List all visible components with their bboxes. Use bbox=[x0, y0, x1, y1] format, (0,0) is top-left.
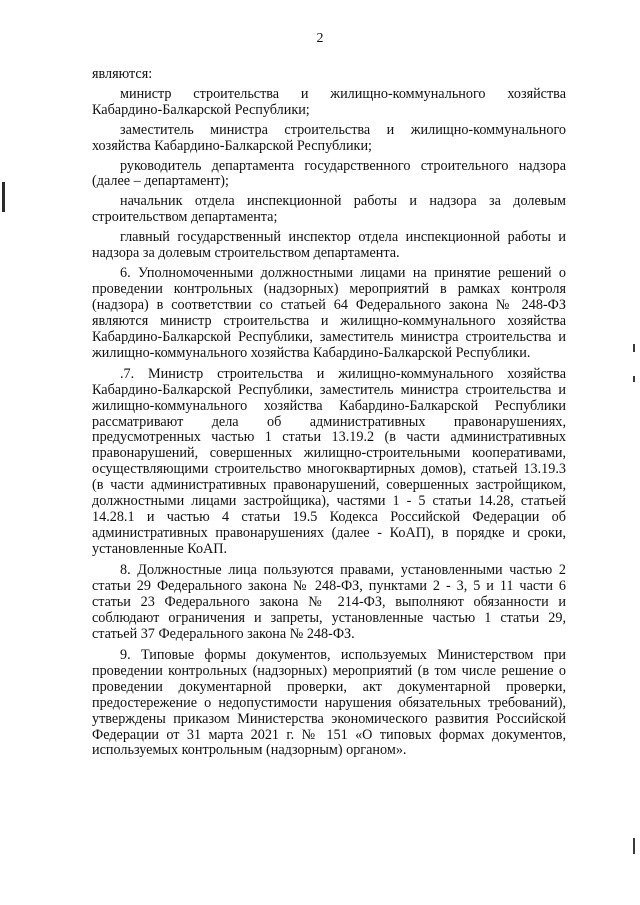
paragraph-intro: являются: bbox=[92, 66, 153, 82]
list-item-division-head: начальник отдела инспекционной работы и надзора за долевым строительством департамента; bbox=[92, 193, 566, 226]
document-body bbox=[92, 67, 566, 765]
right-margin-mark bbox=[633, 838, 635, 854]
list-item-chief-inspector: главный государственный инспектор отдела инспекционной работы и надзора за долевым строительством департамента. bbox=[92, 229, 566, 262]
list-item-deputy-minister: заместитель министра строительства и жилищно-коммунального хозяйства Кабардино-Балкарской Республики; bbox=[92, 121, 566, 154]
paragraph-8: 8. Должностные лица пользуются правами, установленными частью 2 статьи 29 Федерального закона № 248-ФЗ, пунктами 2 - 3, 5 и 11 части 6 статьи 23 Федерального закона № 214-ФЗ, выполняют обязанности и соблюдают ограничения и запреты, установленные частью 1 статьи 29, статьей 37 Федерального закона № 248-ФЗ. bbox=[92, 562, 566, 642]
paragraph-7: .7. Министр строительства и жилищно-коммунального хозяйства Кабардино-Балкарской Республики, заместитель министра строительства и жилищно-коммунального хозяйства Кабардино-Балкарской Республики рассматривают дела об административных правонарушениях, предусмотренных частью 1 статьи 13.19.2 (в части административных правонарушений, совершенных жилищно-строительными кооперативами, осуществляющими строительство многоквартирных домов), статьей 13.19.3 (в части административных правонарушений, совершенных застройщиком, должностными лицами застройщика), частями 1 - 5 статьи 14.28, статьей 14.28.1 и частью 4 статьи 19.5 Кодекса Российской Федерации об административных правонарушениях (далее - КоАП), в порядке и сроки, установленные КоАП. bbox=[92, 365, 566, 557]
list-item-department-head: руководитель департамента государственного строительного надзора (далее – департамент); bbox=[92, 157, 566, 190]
right-margin-mark bbox=[633, 376, 635, 382]
paragraph-9: 9. Типовые формы документов, используемых Министерством при проведении контрольных (надзорных) мероприятий (в том числе решение о проведении документарной проверки, акт документарной проверки, предостережение о недопустимости нарушения обязательных требований), утверждены приказом Министерства экономического развития Российской Федерации от 31 марта 2021 г. № 151 «О типовых формах документов, используемых контрольным (надзорным) органом». bbox=[92, 646, 566, 759]
right-margin-mark bbox=[633, 344, 635, 352]
page-number: 2 bbox=[316, 31, 324, 46]
left-margin-mark bbox=[2, 182, 5, 212]
list-item-minister: министр строительства и жилищно-коммунального хозяйства Кабардино-Балкарской Республики; bbox=[92, 85, 566, 118]
paragraph-6: 6. Уполномоченными должностными лицами на принятие решений о проведении контрольных (надзорных) мероприятий в рамках контроля (надзора) в соответствии со статьей 64 Федерального закона № 248-ФЗ являются министр строительства и жилищно-коммунального хозяйства Кабардино-Балкарской Республики, заместитель министра строительства и жилищно-коммунального хозяйства Кабардино-Балкарской Республики. bbox=[92, 264, 566, 361]
